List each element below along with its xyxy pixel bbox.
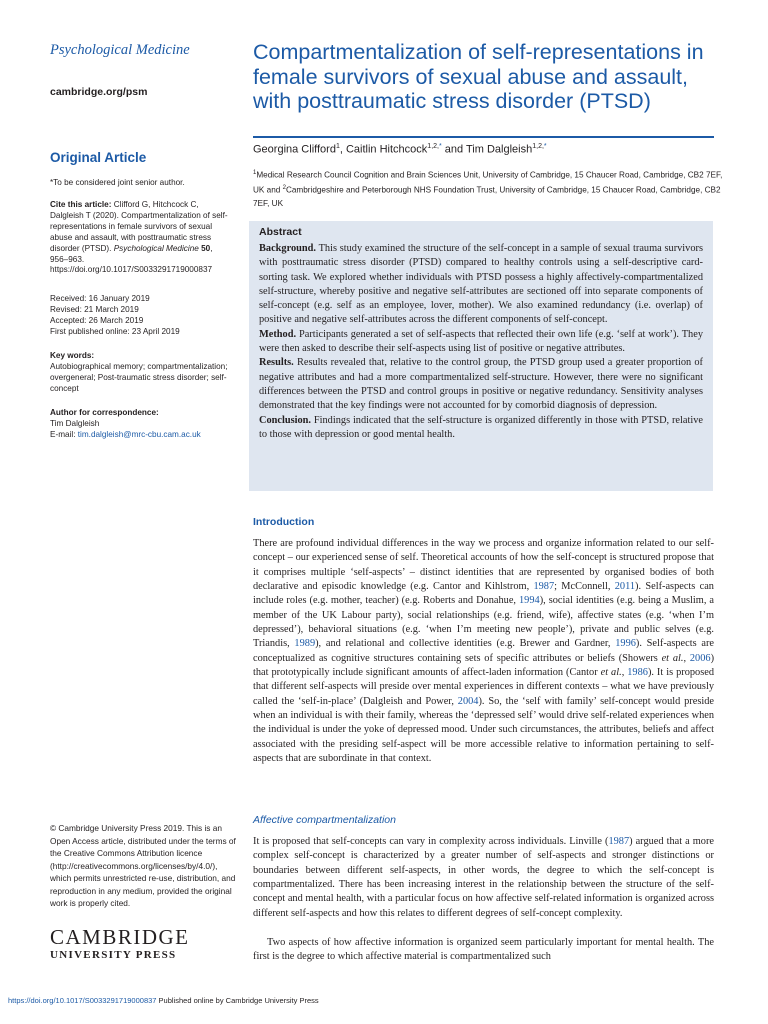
abstract-results-text: Results revealed that, relative to the control group, the PTSD group used a greater proportion of negative attributes and had a more compartmentalized self-structure. However, there were no significant differences between the PTSD and control groups in positive or negative redundancy. Sensitivity analyses demonstrated that the key findings were not accounted for by comorbid diagnosis of depression.: [259, 357, 703, 412]
intro-text: ,: [621, 667, 628, 679]
citation-text: Clifford G, Hitchcock C, Dalgleish T (2020). Compartmentalization of self-representations in female survivors of sexual abuse and assault, with posttraumatic stress disorder (PTSD).: [50, 200, 228, 253]
citation-volume: 50: [201, 243, 211, 253]
intro-text: ). Self-aspects are conceptualized as cognitive structures containing sets of specific attributes or beliefs (Showers: [253, 638, 714, 664]
ref-link[interactable]: 1987: [533, 581, 555, 593]
affective-paragraph-1: [253, 835, 714, 921]
author-1-affil: 1: [335, 143, 340, 150]
author-separator: and: [441, 143, 466, 156]
abstract-results: [259, 356, 703, 413]
intro-text: ), and relational and collective identities (e.g. Brewer and Gardner,: [315, 638, 616, 650]
article-type: Original Article: [50, 150, 147, 165]
journal-name: Psychological Medicine: [50, 42, 190, 58]
author-2-affil: 1,2,: [427, 143, 439, 150]
abstract-background-text: This study examined the structure of the self-concept in a sample of sexual trauma survivors with posttraumatic stress disorder (PTSD) compared to healthy controls using a self-descriptive card-sorting task. We explored whether individuals with PTSD possess a highly affectively-compartmentalized self-structure, whereby positive and negative self-attributes are sectioned off into separate components of self-concept (e.g. self as an employee, lover, mother). We also examined redundancy (i.e. overlap) of positive and negative self-attributes across the different components of self-concept.: [259, 243, 703, 326]
author-3-star-link[interactable]: *: [543, 143, 547, 150]
joint-author-note: *To be considered joint senior author.: [50, 178, 185, 187]
ref-link[interactable]: 2011: [614, 581, 636, 593]
keywords-label: Key words:: [50, 351, 95, 360]
title-divider: [253, 136, 714, 138]
author-list: [253, 143, 547, 156]
abstract-conclusion: [259, 414, 703, 443]
footer-doi-link[interactable]: https://doi.org/10.1017/S0033291719000837: [8, 996, 157, 1005]
abstract-method-text: Participants generated a set of self-aspects that reflected their own life (e.g. ‘self at work’). They were then asked to describe their self-aspects using list of positive or negative attributes.: [259, 328, 703, 355]
intro-text: ). Self-aspects can include roles (e.g. mother, teacher) (e.g. Roberts and Donahue,: [253, 581, 714, 607]
correspondence-name: Tim Dalgleish: [50, 418, 100, 428]
author-3-affil: 1,2,: [532, 143, 544, 150]
ref-link[interactable]: 2004: [457, 695, 479, 707]
journal-site[interactable]: cambridge.org/psm: [50, 86, 148, 98]
citation-rest: , 956–963. https://doi.org/10.1017/S0033291719000837: [50, 243, 213, 275]
correspondence-block: [50, 408, 230, 441]
date-accepted: Accepted: 26 March 2019: [50, 315, 144, 325]
introduction-paragraph: [253, 537, 714, 767]
abstract-background: [259, 242, 703, 328]
article-title: Compartmentalization of self-representations in female survivors of sexual abuse and assault, with posttraumatic stress disorder (PTSD): [253, 40, 704, 113]
intro-text: There are profound individual differences in the way we process and organize information related to our self-concept – our experienced sense of self. Theoretical accounts of how the self-concept is structured propose that it comprises multiple ‘self-aspects’ – distinct identities that are represented by organised bodies of both declarative and episodic knowledge (e.g. Cantor and Kihlstrom,: [253, 538, 714, 593]
abstract-box: [249, 221, 713, 491]
ref-link[interactable]: 1987: [608, 836, 630, 847]
license-note: © Cambridge University Press 2019. This is an Open Access article, distributed under the terms of the Creative Commons Attribution licence (http://creativecommons.org/licenses/by/4.0/), which permits unrestricted re-use, distribution, and reproduction in any medium, provided the original work is properly cited.: [50, 823, 236, 908]
page-footer: [8, 996, 319, 1005]
intro-text: ). So, the ‘self with family’ self-concept would preside when an individual is with their family, whereas the ‘depressed self’ would drive self-related experiences when the individual is under the yoke of depressed mood. Under such circumstances, the attributes, beliefs and affect associated with the presiding self-aspect will be more accessible relative to information pertaining to self-aspects that are subordinate in that context.: [253, 695, 714, 765]
abstract-method-label: Method.: [259, 328, 297, 340]
author-2-star-link[interactable]: *: [438, 143, 442, 150]
author-2: Caitlin Hitchcock: [345, 143, 428, 156]
author-separator: ,: [339, 143, 346, 156]
abstract-conclusion-label: Conclusion.: [259, 414, 312, 426]
affiliations: [253, 167, 723, 210]
affective-text: It is proposed that self-concepts can vary in complexity across individuals. Linville (: [253, 836, 609, 847]
citation-block: [50, 200, 230, 276]
affil-1-marker: 1: [253, 170, 257, 176]
intro-text: ,: [683, 652, 690, 664]
ref-link[interactable]: 1994: [519, 595, 540, 607]
date-published: First published online: 23 April 2019: [50, 326, 180, 336]
affil-2-text: Cambridgeshire and Peterborough NHS Foundation Trust, University of Cambridge, 15 Chaucer Road, Cambridge, CB2 7EF, UK: [253, 186, 721, 208]
et-al: et al.: [600, 667, 622, 679]
logo-line-2: UNIVERSITY PRESS: [50, 949, 177, 961]
ref-link[interactable]: 1996: [615, 638, 636, 650]
intro-text: ) that prototypically include significant amounts of affect-laden information (Cantor: [253, 652, 715, 679]
cambridge-logo: [50, 926, 190, 962]
intro-text: ). It is proposed that different self-aspects will preside over mental experiences in different contexts – what we have previously called the ‘self-in-place’ (Dalgleish and Power,: [253, 667, 714, 707]
abstract-background-label: Background.: [259, 243, 317, 254]
dates-block: [50, 294, 230, 338]
logo-line-1: CAMBRIDGE: [50, 925, 190, 949]
author-3: Tim Dalgleish: [466, 143, 533, 156]
abstract-conclusion-text: Findings indicated that the self-structure is organized differently in those with PTSD, relative to those with depression or good mental health.: [259, 414, 703, 440]
email-label: E-mail:: [50, 429, 78, 439]
intro-text: ), social identities (e.g. being a Muslim, a member of the UK Labour party), social relationships (e.g. friend, wife), affective states (e.g. ‘when I’m depressed’), behavioral situations (e.g. ‘when I’m meeting new people’), private and public selves (e.g. Triandis,: [253, 595, 714, 650]
affective-heading: Affective compartmentalization: [253, 814, 396, 826]
correspondence-label: Author for correspondence:: [50, 408, 159, 417]
footer-published: Published online by Cambridge University Press: [156, 996, 319, 1005]
date-received: Received: 16 January 2019: [50, 294, 150, 303]
correspondence-email-link[interactable]: tim.dalgleish@mrc-cbu.cam.ac.uk: [77, 429, 201, 439]
ref-link[interactable]: 2006: [689, 652, 711, 664]
date-revised: Revised: 21 March 2019: [50, 304, 139, 314]
abstract-results-label: Results.: [259, 357, 294, 369]
affil-1-text: Medical Research Council Cognition and Brain Sciences Unit, University of Cambridge, 15 Chaucer Road, Cambridge, CB2 7EF, UK and: [253, 170, 723, 196]
citation-journal: Psychological Medicine: [113, 243, 199, 253]
intro-text: ; McConnell,: [554, 581, 615, 593]
affil-2-marker: 2: [282, 185, 286, 192]
affective-text: ) argued that a more complex self-concept is characterized by a greater number of self-aspects and stronger distinctions or boundaries between different self-aspects, in other words, the degree to which the self-concept is compartmentalized. There has been increasing interest in the relationship between the structure of the self-concept and mental health, with a particular focus on how affective self-related information is organized across different self-aspects and how this relates to different degrees of self-concept complexity.: [253, 836, 714, 919]
citation-label: Cite this article:: [50, 200, 112, 209]
ref-link[interactable]: 1986: [627, 667, 648, 679]
ref-link[interactable]: 1989: [294, 638, 316, 650]
abstract-heading: Abstract: [259, 226, 302, 238]
keywords-block: [50, 351, 230, 395]
author-1: Georgina Clifford: [253, 143, 336, 156]
affective-paragraph-2: Two aspects of how affective information is organized seem particularly important for mental health. The first is the degree to which affective material is compartmentalized such: [253, 937, 714, 963]
abstract-method: [259, 328, 703, 357]
keywords-text: Autobiographical memory; compartmentalization; overgeneral; Post-traumatic stress disorder; self-concept: [50, 361, 228, 393]
introduction-heading: Introduction: [253, 516, 315, 528]
et-al: et al.: [661, 652, 684, 664]
